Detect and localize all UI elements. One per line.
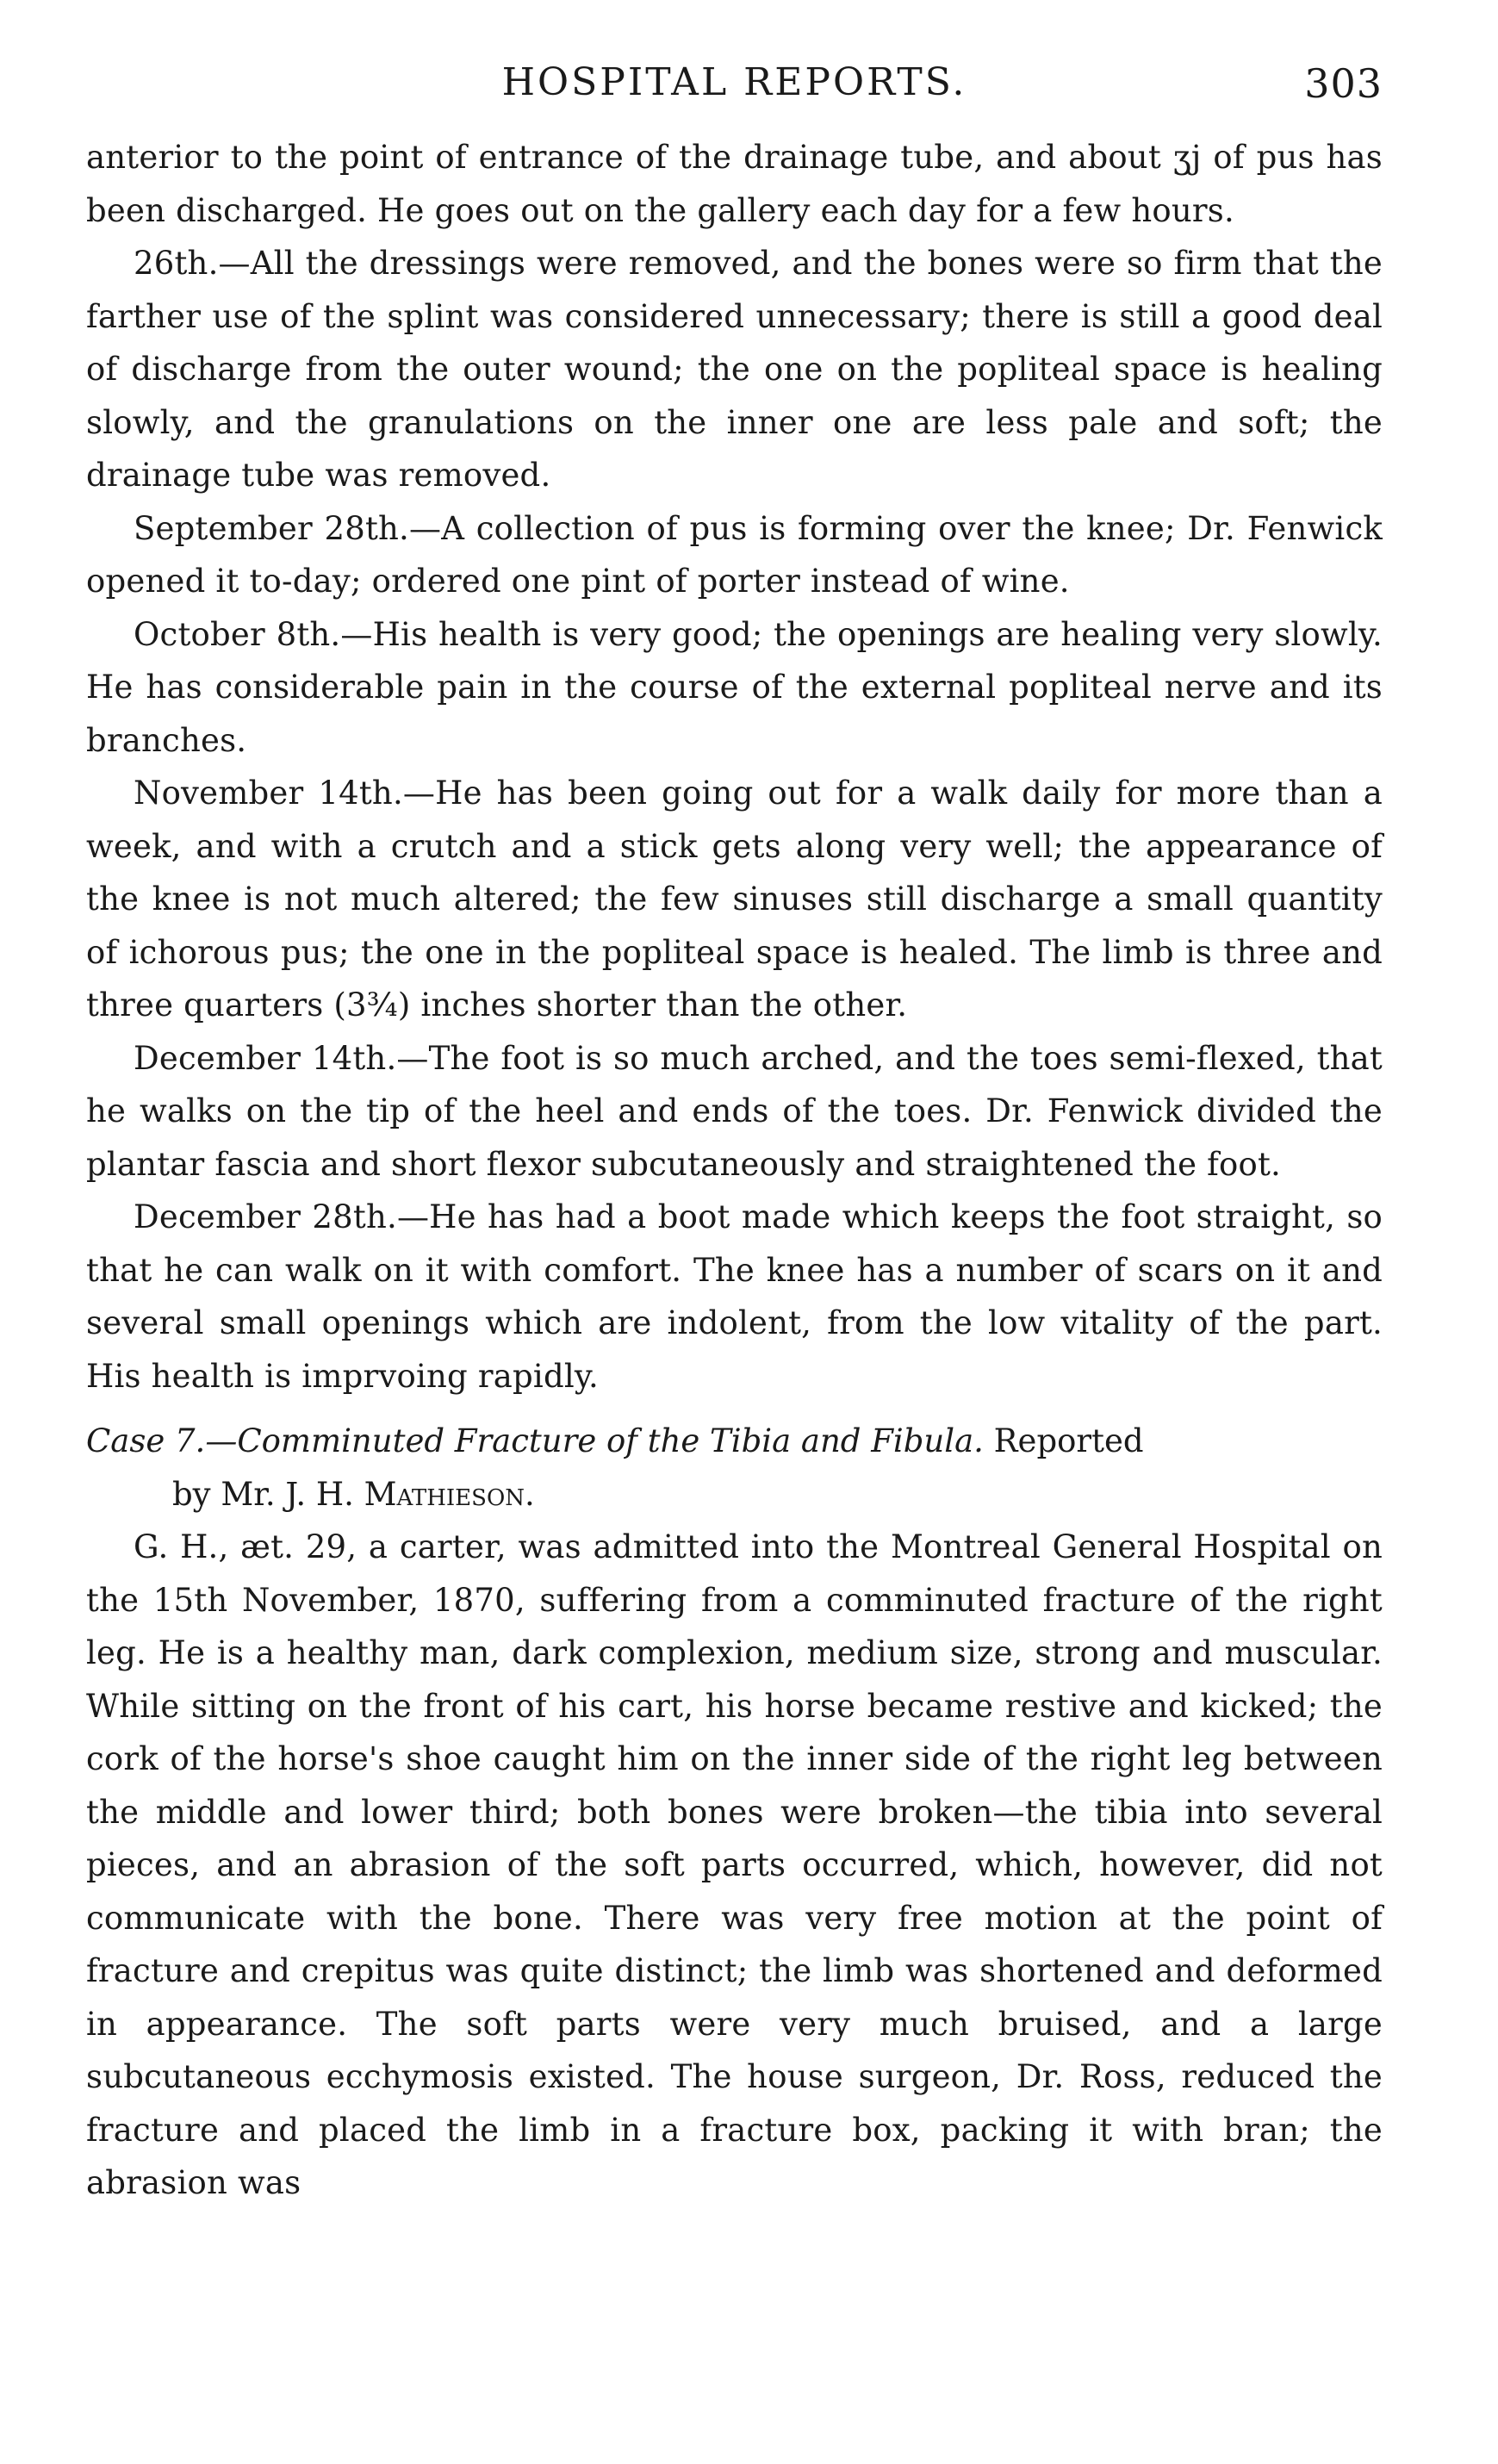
body-text bbox=[86, 131, 1383, 1403]
case-title: —Comminuted Fracture of the Tibia and Fibula. bbox=[205, 1422, 984, 1459]
paragraph-december-14th: December 14th.—The foot is so much arched, and the toes semi-flexed, that he walks on the tip of the heel and ends of the toes. Dr. Fenwick divided the plantar fascia and short flexor subcutaneously and straightened the foot. bbox=[86, 1039, 1383, 1183]
paragraph-continuation: anterior to the point of entrance of the drainage tube, and about ʒj of pus has been discharged. He goes out on the gallery each day for a few hours. bbox=[86, 139, 1383, 229]
running-head bbox=[86, 60, 1383, 112]
paragraph-26th: 26th.—All the dressings were removed, and the bones were so firm that the farther use of the splint was considered unnecessary; there is still a good deal of discharge from the outer wound; the one on the popliteal space is healing slowly, and the granulations on the inner one are less pale and soft; the drainage tube was removed. bbox=[86, 245, 1383, 494]
paragraph-december-28th: December 28th.—He has had a boot made which keeps the foot straight, so that he can walk on it with comfort. The knee has a number of scars on it and several small openings which are indolent, from the low vitality of the part. His health is imprvoing rapidly. bbox=[86, 1198, 1383, 1395]
paragraph-november-14th: November 14th.—He has been going out for a walk daily for more than a week, and with a crutch and a stick gets along very well; the appearance of the knee is not much altered; the few sinuses still discharge a small quantity of ichorous pus; the one in the popliteal space is healed. The limb is three and three quarters (3¾) inches shorter than the other. bbox=[86, 775, 1383, 1024]
case-label: Case 7. bbox=[86, 1422, 206, 1459]
paragraph-case-body: G. H., æt. 29, a carter, was admitted into the Montreal General Hospital on the 15th November, 1870, suffering from a comminuted fracture of the right leg. He is a healthy man, dark complexion, medium size, strong and muscular. While sitting on the front of his cart, his horse became restive and kicked; the cork of the horse's shoe caught him on the inner side of the right leg between the middle and lower third; both bones were broken—the tibia into several pieces, and an abrasion of the soft parts occurred, which, however, did not communicate with the bone. There was very free motion at the point of fracture and crepitus was quite distinct; the limb was shortened and deformed in appearance. The soft parts were very much bruised, and a large subcutaneous ecchymosis existed. The house surgeon, Dr. Ross, reduced the fracture and placed the limb in a fracture box, packing it with bran; the abrasion was bbox=[86, 1528, 1383, 2201]
page-number: 303 bbox=[1304, 60, 1383, 107]
case-reporter-prefix: by Mr. J. H. bbox=[172, 1475, 364, 1513]
case-reporter-name: Mathieson. bbox=[364, 1475, 535, 1513]
running-title: HOSPITAL REPORTS. bbox=[501, 60, 967, 104]
case-heading bbox=[86, 1415, 1383, 1521]
paragraph-september-28th: September 28th.—A collection of pus is forming over the knee; Dr. Fenwick opened it to-day; ordered one pint of porter instead of wine. bbox=[86, 509, 1383, 600]
case-text bbox=[86, 1521, 1383, 2210]
book-page bbox=[86, 60, 1383, 2210]
paragraph-october-8th: October 8th.—His health is very good; the openings are healing very slowly. He has considerable pain in the course of the external popliteal nerve and its branches. bbox=[86, 615, 1383, 759]
case-reported-text: Reported bbox=[983, 1422, 1144, 1459]
case-reporter bbox=[86, 1468, 1383, 1521]
